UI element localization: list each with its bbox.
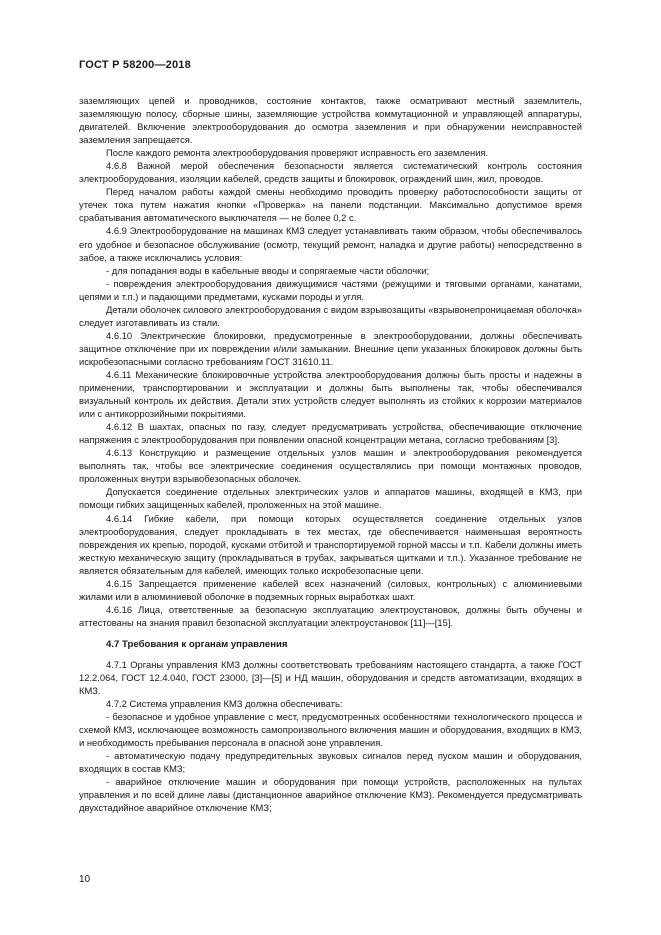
paragraph: 4.6.10 Электрические блокировки, предусмотренные в электрооборудовании, должны обеспечивать защитное отключение при их повреждении и/или замыкании. Внешние цепи указанных блокировок должны быть искробезопасными согласно требованиям ГОСТ 31610.11. <box>79 329 582 367</box>
paragraph: 4.7.1 Органы управления КМЗ должны соответствовать требованиям настоящего стандарта, а также ГОСТ 12.2.064, ГОСТ 12.4.040, ГОСТ 23000, [3]—[5] и НД машин, оборудования и средств автоматизации, входящих в КМЗ. <box>79 658 582 697</box>
paragraph: заземляющих цепей и проводников, состояние контактов, также осматривают местный заземлитель, заземляющую полосу, сборные шины, заземляющие устройства коммутационной и управляющей аппаратуры, двигателей. Включение электрооборудования до осмотра заземления и при обнаружении неисправностей заземления запрещается. <box>79 95 582 146</box>
document-header: ГОСТ Р 58200—2018 <box>79 59 191 71</box>
page-body <box>79 94 582 815</box>
paragraph: Перед началом работы каждой смены необходимо проводить проверку работоспособности защиты от утечек тока путем нажатия кнопки «Проверка» на панели подстанции. Максимально допустимое время срабатывания автоматического выключателя — не более 0,2 с. <box>79 186 582 224</box>
paragraph: 4.6.11 Механические блокировочные устройства электрооборудования должны быть просты и надежны в применении, транспортировании и эксплуатации и должны быть выполнены так, чтобы обеспечивался визуальный контроль их действия. Детали этих устройств следует выполнять из стойких к коррозии материалов или с антикоррозийными покрытиями. <box>79 368 582 420</box>
paragraph: 4.6.8 Важной мерой обеспечения безопасности является систематический контроль состояния электрооборудования, изоляции кабелей, средств защиты и блокировок, ограждений шин, жил, проводов. <box>79 160 582 185</box>
paragraph: 4.6.12 В шахтах, опасных по газу, следует предусматривать устройства, обеспечивающие отключение напряжения с электрооборудования при появлении опасной концентрации метана, согласно требованиям [3]. <box>79 421 582 446</box>
page-number: 10 <box>79 874 91 885</box>
paragraph: 4.6.13 Конструкцию и размещение отдельных узлов машин и электрооборудования рекомендуется выполнять так, чтобы все электрические соединения осуществлялись при помощи монтажных проводов, проложенных внутри взрывобезопасных оболочек. <box>79 447 582 485</box>
paragraph: 4.6.9 Электрооборудование на машинах КМЗ следует устанавливать таким образом, чтобы обеспечивалось его удобное и безопасное обслуживание (осмотр, текущий ремонт, наладка и другие работы) непосредственно в забое, а также исключались условия: <box>79 225 582 263</box>
paragraph: После каждого ремонта электрооборудования проверяют исправность его заземления. <box>106 147 489 159</box>
list-item: - безопасное и удобное управление с мест, предусмотренных особенностями технологического процесса и схемой КМЗ, исключающее возможность самопроизвольного включения машин и оборудования, входящих в КМЗ, и необходимость пребывания персонала в опасной зоне управления. <box>79 711 582 749</box>
paragraph: 4.7.2 Система управления КМЗ должна обеспечивать: <box>106 698 343 710</box>
paragraph: 4.6.15 Запрещается применение кабелей всех назначений (силовых, контрольных) с алюминиевыми жилами или в алюминиевой оболочке в подземных горных выработках шахт. <box>79 577 582 602</box>
list-item: - автоматическую подачу предупредительных звуковых сигналов перед пуском машин и оборудования, входящих в состав КМЗ; <box>79 750 582 775</box>
paragraph: 4.6.16 Лица, ответственные за безопасную эксплуатацию электроустановок, должны быть обучены и аттестованы на знания правил безопасной эксплуатации электроустановок [11]—[15]. <box>79 603 582 628</box>
section-heading: 4.7 Требования к органам управления <box>106 638 288 650</box>
paragraph: Допускается соединение отдельных электрических узлов и аппаратов машины, входящей в КМЗ, при помощи гибких защищенных кабелей, проложенных на этой машине. <box>79 486 582 511</box>
list-item: - аварийное отключение машин и оборудования при помощи устройств, расположенных на пультах управления и по всей длине лавы (дистанционное аварийное отключение КМЗ). Рекомендуется предусматривать двухстадийное аварийное отключение КМЗ; <box>79 776 582 814</box>
list-item: - повреждения электрооборудования движущимися частями (режущими и тяговыми органами, канатами, цепями и т.п.) и падающими предметами, кусками породы и угля. <box>79 277 582 302</box>
paragraph: 4.6.14 Гибкие кабели, при помощи которых осуществляется соединение отдельных узлов электрооборудования, следует прокладывать в тех местах, где обеспечивается наименьшая вероятность повреждения их крепью, породой, кусками отбитой и транспортируемой горной массы и т.п. Кабели должны иметь жесткую механическую защиту (прокладываться в трубах, закрываться щитками и т.п.). Указанное требование не является обязательным для кабелей, имеющих только искробезопасные цепи. <box>79 512 582 576</box>
list-item: - для попадания воды в кабельные вводы и сопрягаемые части оболочки; <box>106 264 430 276</box>
paragraph: Детали оболочек силового электрооборудования с видом взрывозащиты «взрывонепроницаемая оболочка» следует изготавливать из стали. <box>79 303 582 328</box>
